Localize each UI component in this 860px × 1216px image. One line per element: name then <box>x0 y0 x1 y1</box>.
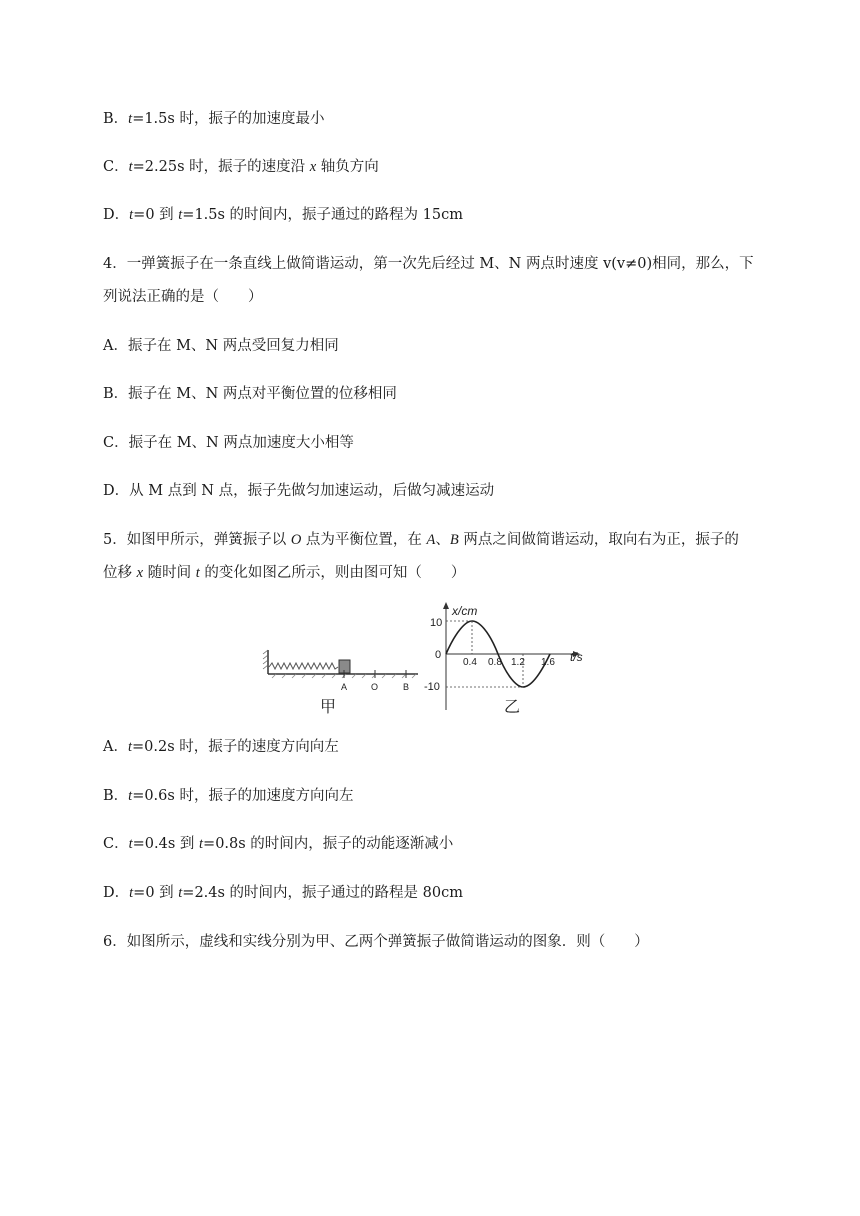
q6-stem: 6．如图所示，虚线和实线分别为甲、乙两个弹簧振子做简谐运动的图象．则（ ） <box>103 934 649 950</box>
q5-stem-line1: 5．如图甲所示，弹簧振子以 O 点为平衡位置，在 A、B 两点之间做简谐运动，取向右为正，振子的 <box>103 532 739 548</box>
q5-option-c: C．t=0.4s 到 t=0.8s 的时间内，振子的动能逐渐减小 <box>103 836 454 852</box>
label-point-a: A <box>341 682 348 692</box>
label-jia: 甲 <box>320 699 337 716</box>
q5-option-a: A．t=0.2s 时，振子的速度方向向左 <box>103 739 339 755</box>
y-tick-neg10: -10 <box>424 681 440 693</box>
x-tick-1-6: 1.6 <box>541 657 555 668</box>
label-point-b: B <box>403 682 410 692</box>
q5-option-b: B．t=0.6s 时，振子的加速度方向向左 <box>103 788 354 804</box>
x-axis-label: t/s <box>570 650 583 664</box>
q3-option-b: B．t=1.5s 时，振子的加速度最小 <box>103 111 325 127</box>
y-axis-label: x/cm <box>452 604 478 618</box>
origin-label: 0 <box>435 649 442 661</box>
label-point-o: O <box>371 682 379 692</box>
q4-option-d: D．从 M 点到 N 点，振子先做匀加速运动，后做匀减速运动 <box>103 483 495 499</box>
spring <box>269 663 338 669</box>
y-axis-arrow <box>443 602 449 609</box>
displacement-time-graph <box>424 602 583 716</box>
y-tick-10: 10 <box>430 617 443 629</box>
x-tick-1-2: 1.2 <box>511 657 525 668</box>
q5-figure <box>262 598 602 720</box>
q3-option-d: D．t=0 到 t=1.5s 的时间内，振子通过的路程为 15cm <box>103 207 463 223</box>
q5-stem-line2: 位移 x 随时间 t 的变化如图乙所示，则由图可知（ ） <box>103 565 466 581</box>
q4-stem-line2: 列说法正确的是（ ） <box>103 289 263 305</box>
label-yi: 乙 <box>504 699 521 716</box>
q4-stem-line1: 4．一弹簧振子在一条直线上做简谐运动，第一次先后经过 M、N 两点时速度 v(v≠0)相同，那么，下 <box>103 256 754 272</box>
q4-option-b: B．振子在 M、N 两点对平衡位置的位移相同 <box>103 386 397 402</box>
x-tick-0-4: 0.4 <box>463 657 477 668</box>
x-tick-0-8: 0.8 <box>488 657 502 668</box>
spring-oscillator-diagram <box>263 650 418 716</box>
q3-option-c: C．t=2.25s 时，振子的速度沿 x 轴负方向 <box>103 159 379 175</box>
q5-option-d: D．t=0 到 t=2.4s 的时间内，振子通过的路程是 80cm <box>103 885 463 901</box>
q4-option-a: A．振子在 M、N 两点受回复力相同 <box>103 338 339 354</box>
q4-option-c: C．振子在 M、N 两点加速度大小相等 <box>103 435 354 451</box>
figure-svg <box>262 598 602 720</box>
